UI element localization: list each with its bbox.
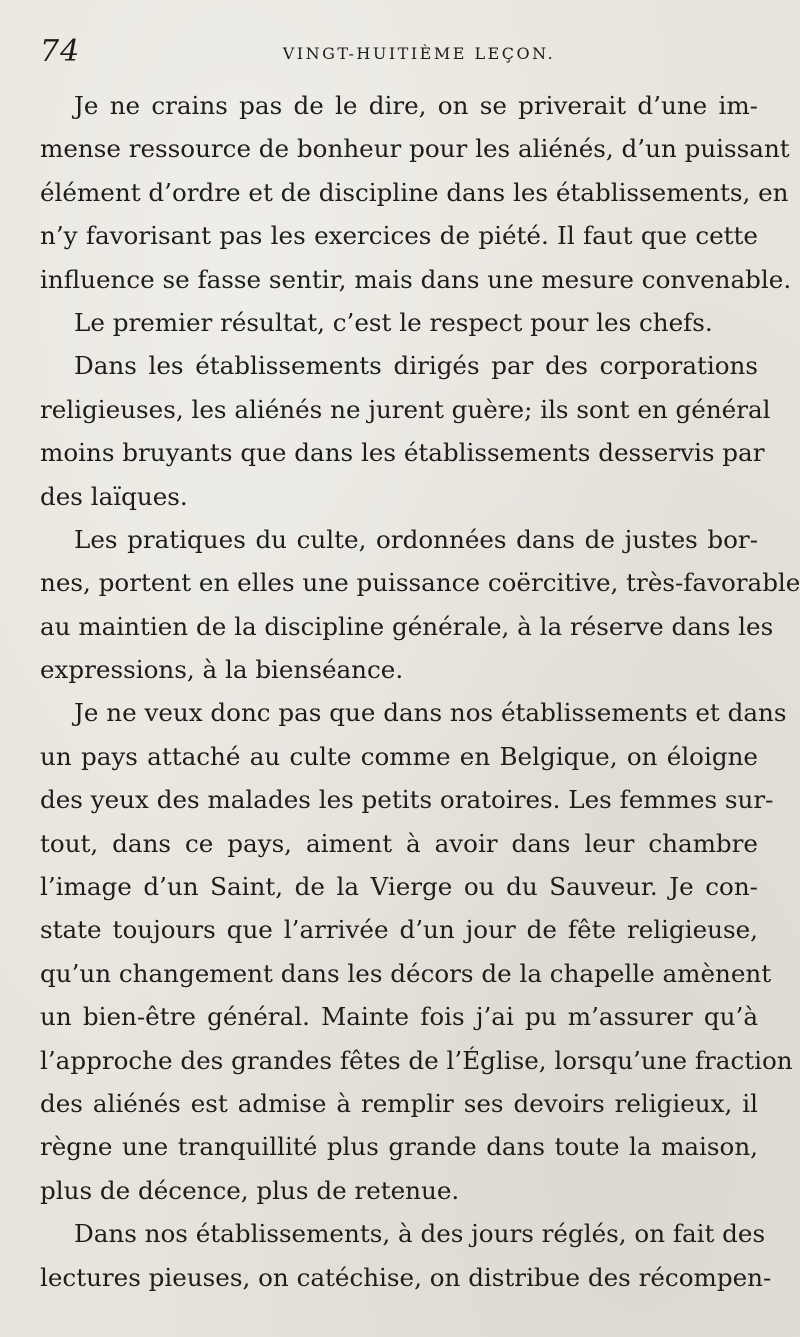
text-line: au maintien de la discipline générale, à la réserve dans les — [40, 611, 774, 641]
text-line: règne une tranquillité plus grande dans toute la maison, — [40, 1132, 758, 1162]
text-line: Dans nos établissements, à des jours réglés, on fait des — [74, 1219, 766, 1249]
text-line: l’image d’un Saint, de la Vierge ou du Sauveur. Je con- — [40, 872, 758, 902]
running-head — [40, 26, 758, 74]
text-line: influence se fasse sentir, mais dans une mesure convenable. — [40, 264, 792, 294]
text-line: l’approche des grandes fêtes de l’Église, lorsqu’une fraction — [40, 1045, 793, 1075]
paragraph — [40, 518, 800, 692]
text-line: des aliénés est admise à remplir ses devoirs religieux, il — [40, 1088, 758, 1118]
running-title: VINGT-HUITIÈME LEÇON. — [282, 44, 556, 63]
text-line: qu’un changement dans les décors de la chapelle amènent — [40, 958, 772, 988]
text-line: moins bruyants que dans les établissements desservis par — [40, 438, 765, 468]
paragraph — [40, 1212, 772, 1299]
text-line: des laïques. — [40, 481, 188, 511]
paragraph — [40, 691, 793, 1212]
paragraph — [40, 301, 758, 344]
text-line: un bien-être général. Mainte fois j’ai pu m’assurer qu’à — [40, 1002, 758, 1032]
body-text — [40, 84, 800, 1299]
text-line: mense ressource de bonheur pour les aliénés, d’un puissant — [40, 134, 790, 164]
text-line: state toujours que l’arrivée d’un jour de fête religieuse, — [40, 915, 758, 945]
paragraph — [40, 344, 771, 518]
text-line: expressions, à la bienséance. — [40, 655, 404, 685]
text-line: nes, portent en elles une puissance coërcitive, très-favorable — [40, 568, 800, 598]
text-line: élément d’ordre et de discipline dans les établissements, en — [40, 177, 789, 207]
text-line: n’y favorisant pas les exercices de piété. Il faut que cette — [40, 221, 758, 251]
text-line: un pays attaché au culte comme en Belgique, on éloigne — [40, 741, 758, 771]
text-line: Je ne crains pas de le dire, on se priverait d’une im- — [74, 91, 758, 120]
text-line: religieuses, les aliénés ne jurent guère; ils sont en général — [40, 394, 771, 424]
text-line: lectures pieuses, on catéchise, on distribue des récompen- — [40, 1262, 772, 1292]
paragraph — [40, 84, 792, 301]
text-line: Les pratiques du culte, ordonnées dans de justes bor- — [74, 524, 758, 554]
page-number: 74 — [40, 34, 81, 69]
text-line: Le premier résultat, c’est le respect pour les chefs. — [74, 307, 713, 337]
text-line: plus de décence, plus de retenue. — [40, 1175, 460, 1205]
text-line: Dans les établissements dirigés par des corporations — [74, 351, 758, 381]
text-line: tout, dans ce pays, aiment à avoir dans leur chambre — [40, 828, 758, 858]
text-line: des yeux des malades les petits oratoires. Les femmes sur- — [40, 785, 774, 815]
text-line: Je ne veux donc pas que dans nos établissements et dans — [74, 698, 787, 728]
